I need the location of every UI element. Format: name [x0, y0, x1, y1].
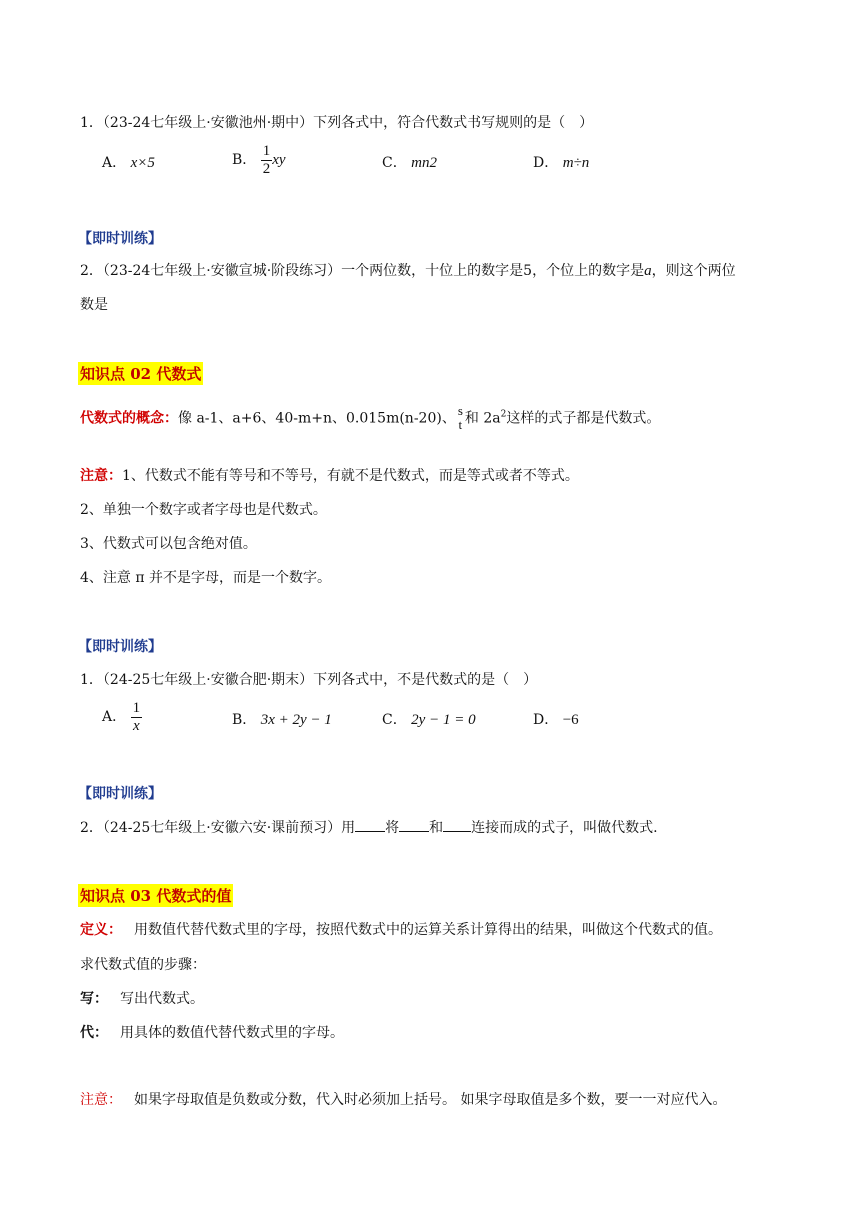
instant-training-label: 【即时训练】: [78, 231, 162, 247]
concept-text: 像 a-1、a+6、40-m+n、0.015m(n-20)、: [178, 410, 456, 427]
option-letter: B．: [232, 712, 257, 728]
option-expr: x×5: [130, 155, 155, 171]
q2-text-tail: ，则这个两位: [651, 263, 736, 279]
step-label: 写：: [80, 991, 108, 1007]
note-line-2: 2、单独一个数字或者字母也是代数式。: [80, 502, 327, 518]
note-text: 如果字母取值是负数或分数，代入时必须加上括号。 如果字母取值是多个数，要一一对应代入。: [134, 1092, 727, 1108]
note-label: 注意：: [80, 1092, 122, 1108]
fraction-numerator: s: [457, 403, 463, 418]
q1-option-d[interactable]: [533, 152, 589, 172]
q3-option-d[interactable]: [533, 709, 579, 729]
note-line-kp03: [80, 1089, 726, 1109]
note-label: 注意：: [80, 468, 122, 484]
q4-text-part: 连接而成的式子，叫做代数式.: [471, 820, 658, 836]
q3-option-a[interactable]: [102, 700, 142, 734]
q1-option-a[interactable]: [102, 152, 155, 172]
question-1-text: 1．（23-24七年级上·安徽池州·期中）下列各式中，符合代数式书写规则的是（ ）: [80, 115, 594, 131]
answer-blank-3[interactable]: [443, 819, 471, 832]
superscript: 2: [500, 409, 507, 420]
question-4-text: [80, 817, 658, 837]
q1-option-c[interactable]: [382, 152, 437, 172]
fraction-denominator: t: [458, 417, 463, 433]
option-letter: A．: [102, 709, 127, 725]
step-label: 代：: [80, 1025, 108, 1041]
option-letter: B．: [232, 152, 257, 168]
definition-line: [80, 919, 722, 939]
fraction-denominator: 2: [262, 160, 271, 177]
concept-line: [80, 404, 660, 433]
answer-blank-2[interactable]: [399, 819, 429, 832]
steps-title: 求代数式值的步骤：: [80, 957, 206, 973]
q2-text: 2．（23-24七年级上·安徽宣城·阶段练习）一个两位数，十位上的数字是5，个位上的数字是: [80, 263, 645, 279]
instant-training-label: 【即时训练】: [78, 786, 162, 802]
question-2-line2: 数是: [80, 297, 108, 313]
option-expr: −6: [562, 712, 579, 728]
note-line-4: 4、注意 π 并不是字母，而是一个数字。: [80, 570, 332, 586]
concept-label: 代数式的概念：: [80, 410, 178, 427]
q1-option-b[interactable]: [232, 143, 286, 177]
option-letter: A．: [102, 155, 127, 171]
fraction: [131, 700, 143, 734]
note-line-3: 3、代数式可以包含绝对值。: [80, 536, 257, 552]
step-text: 写出代数式。: [120, 991, 204, 1007]
option-letter: C．: [382, 155, 407, 171]
option-expr: 3x + 2y − 1: [260, 712, 332, 728]
section-heading-kp02: 知识点 02 代数式: [78, 362, 203, 385]
step-substitute: [80, 1022, 344, 1042]
step-text: 用具体的数值代替代数式里的字母。: [120, 1025, 344, 1041]
fraction-numerator: 1: [132, 700, 141, 716]
option-expr: m÷n: [562, 155, 590, 171]
fraction-s-over-t: [456, 404, 465, 433]
fraction: [261, 143, 273, 177]
q4-text-part: 和: [429, 820, 444, 836]
fraction-denominator: x: [132, 717, 140, 734]
answer-blank-1[interactable]: [355, 819, 385, 832]
question-2-line1: [80, 260, 736, 280]
q2-variable: a: [644, 263, 652, 279]
option-letter: D．: [533, 155, 559, 171]
concept-tail: 这样的式子都是代数式。: [506, 410, 661, 427]
option-expr: mn2: [411, 155, 438, 171]
option-letter: D．: [533, 712, 559, 728]
q4-text-part: 2．（24-25七年级上·安徽六安·课前预习）用: [80, 820, 356, 836]
q4-text-part: 将: [385, 820, 400, 836]
definition-label: 定义：: [80, 922, 122, 938]
option-letter: C．: [382, 712, 407, 728]
fraction-numerator: 1: [262, 143, 271, 159]
q3-option-c[interactable]: [382, 709, 476, 729]
instant-training-label: 【即时训练】: [78, 639, 162, 655]
concept-mid: 和 2a: [464, 410, 501, 427]
definition-text: 用数值代替代数式里的字母，按照代数式中的运算关系计算得出的结果，叫做这个代数式的值。: [134, 922, 722, 938]
q3-option-b[interactable]: [232, 709, 332, 729]
step-write: [80, 988, 204, 1008]
question-3-text: 1．（24-25七年级上·安徽合肥·期末）下列各式中，不是代数式的是（ ）: [80, 672, 538, 688]
option-expr: 2y − 1 = 0: [411, 712, 476, 728]
note-line-1: [80, 465, 579, 485]
option-expr: xy: [272, 152, 286, 168]
note-text: 1、代数式不能有等号和不等号，有就不是代数式，而是等式或者不等式。: [122, 468, 579, 484]
section-heading-kp03: 知识点 03 代数式的值: [78, 884, 233, 907]
